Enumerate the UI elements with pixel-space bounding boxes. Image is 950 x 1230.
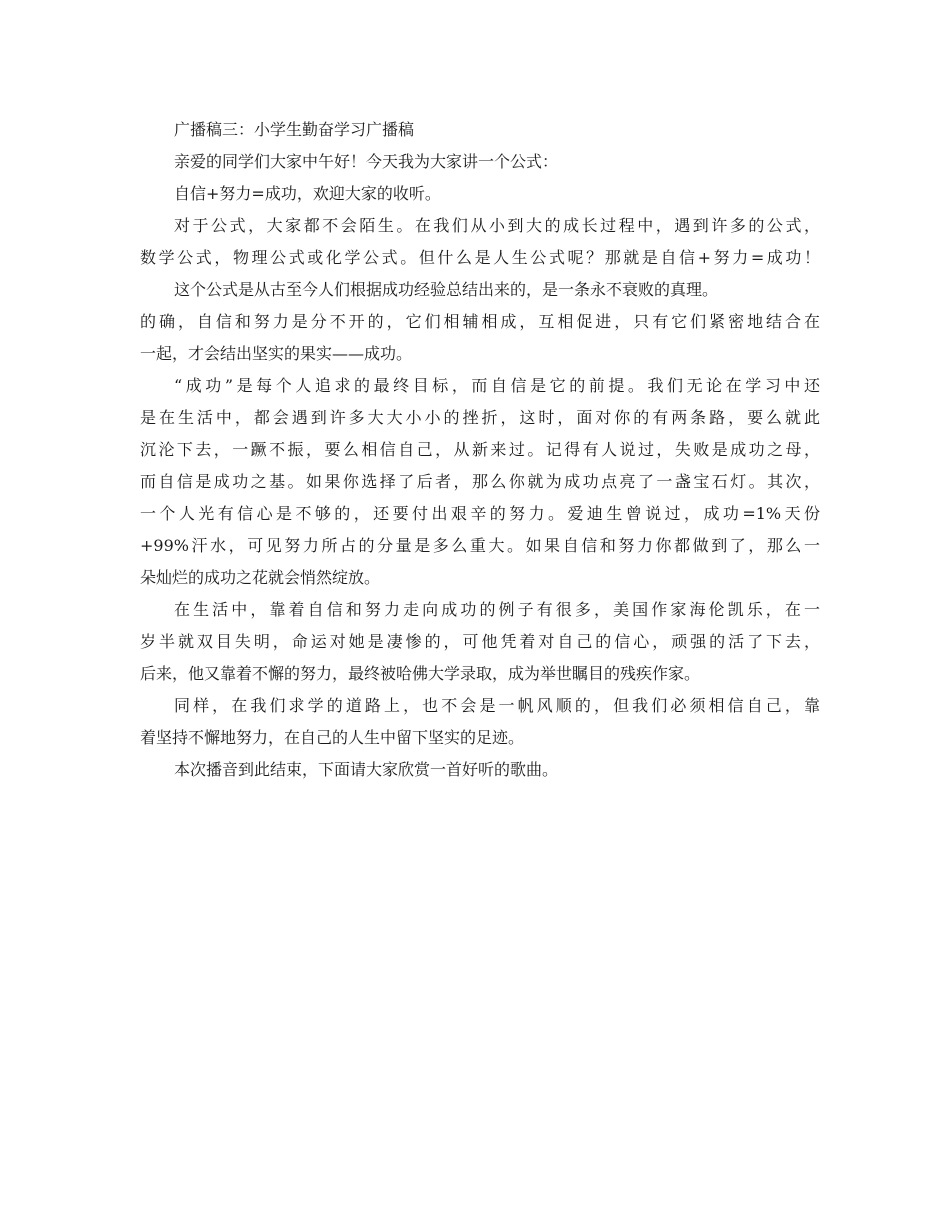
- text-line: +99%汗水，可见努力所占的分量是多么重大。如果自信和努力你都做到了，那么一: [140, 536, 820, 555]
- text-line: 对于公式，大家都不会陌生。在我们从小到大的成长过程中，遇到许多的公式，: [174, 216, 820, 235]
- text-line: 亲爱的同学们大家中午好！今天我为大家讲一个公式：: [174, 152, 559, 171]
- text-line: 而自信是成功之基。如果你选择了后者，那么你就为成功点亮了一盏宝石灯。其次，: [140, 472, 820, 491]
- text-line: 一起，才会结出坚实的果实——成功。: [140, 344, 413, 363]
- text-line: 在生活中，靠着自信和努力走向成功的例子有很多，美国作家海伦凯乐，在一: [174, 600, 820, 619]
- text-line: 的确，自信和努力是分不开的，它们相辅相成，互相促进，只有它们紧密地结合在: [140, 312, 820, 331]
- text-line: 一个人光有信心是不够的，还要付出艰辛的努力。爱迪生曾说过，成功=1%天份: [140, 504, 820, 523]
- text-line: 是在生活中，都会遇到许多大大小小的挫折，这时，面对你的有两条路，要么就此: [140, 408, 820, 427]
- text-line: 沉沦下去，一蹶不振，要么相信自己，从新来过。记得有人说过，失败是成功之母，: [140, 440, 820, 459]
- text-line: 这个公式是从古至今人们根据成功经验总结出来的，是一条永不衰败的真理。: [174, 280, 719, 299]
- document-body: [140, 114, 820, 786]
- text-line: 朵灿烂的成功之花就会悄然绽放。: [140, 568, 381, 587]
- text-line: 同样，在我们求学的道路上，也不会是一帆风顺的，但我们必须相信自己，靠: [174, 696, 820, 715]
- text-line: 着坚持不懈地努力，在自己的人生中留下坚实的足迹。: [140, 728, 525, 747]
- text-line: “成功”是每个人追求的最终目标，而自信是它的前提。我们无论在学习中还: [174, 376, 820, 395]
- text-line: 数学公式，物理公式或化学公式。但什么是人生公式呢？那就是自信+努力=成功！: [140, 248, 820, 267]
- text-line: 本次播音到此结束，下面请大家欣赏一首好听的歌曲。: [174, 760, 559, 779]
- document-lines: [140, 146, 820, 786]
- text-line: 岁半就双目失明，命运对她是凄惨的，可他凭着对自己的信心，顽强的活了下去，: [140, 632, 820, 651]
- document-title: 广播稿三：小学生勤奋学习广播稿: [174, 120, 415, 139]
- text-line: 自信+努力=成功，欢迎大家的收听。: [174, 184, 441, 203]
- text-line: 后来，他又靠着不懈的努力，最终被哈佛大学录取，成为举世瞩目的残疾作家。: [140, 664, 701, 683]
